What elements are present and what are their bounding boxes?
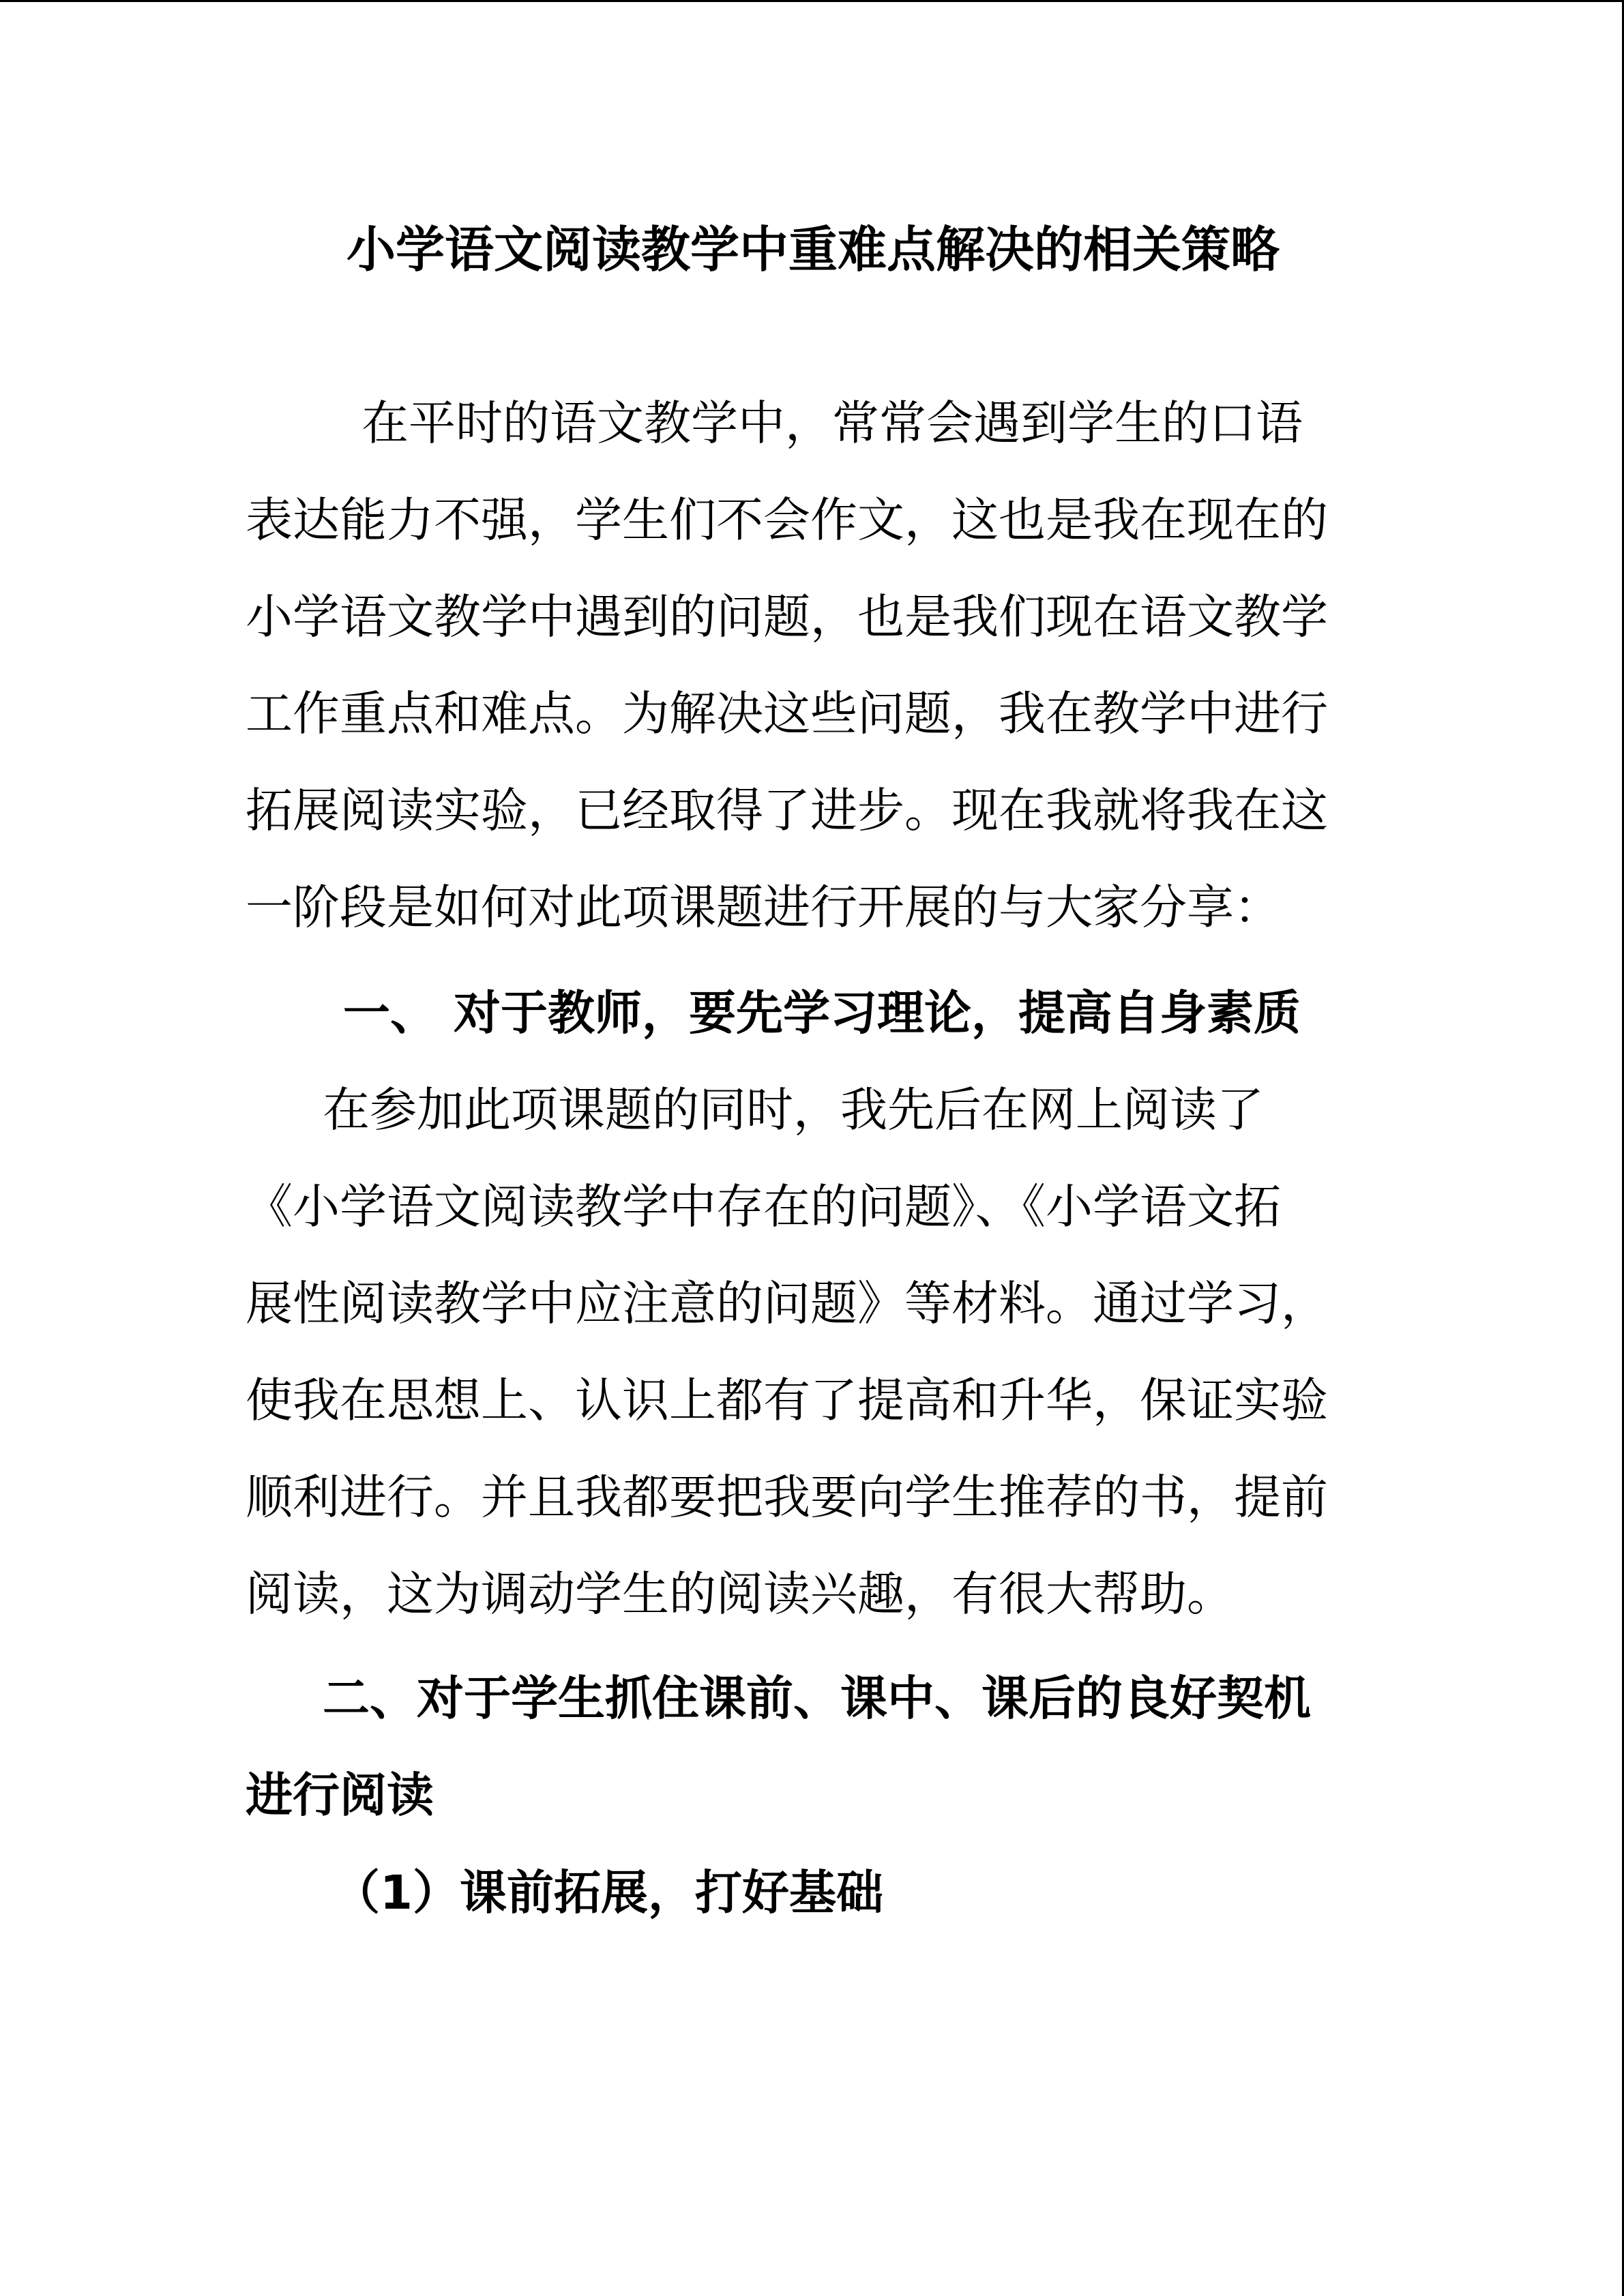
section-1-line-5: 顺利进行。并且我都要把我要向学生推荐的书，提前 [246,1470,1328,1525]
intro-line-3: 小学语文教学中遇到的问题，也是我们现在语文教学 [246,590,1328,644]
intro-line-5: 拓展阅读实验，已经取得了进步。现在我就将我在这 [246,784,1328,838]
section-2-heading-line-2: 进行阅读 [246,1768,434,1823]
section-2-heading-line-1: 二、对于学生抓住课前、课中、课后的良好契机 [323,1671,1311,1726]
section-1-line-3: 展性阅读教学中应注意的问题》等材料。通过学习， [246,1277,1328,1331]
intro-line-6: 一阶段是如何对此项课题进行开展的与大家分享： [246,880,1281,935]
intro-line-1: 在平时的语文教学中，常常会遇到学生的口语 [361,396,1303,451]
section-1-line-6: 阅读，这为调动学生的阅读兴趣，有很大帮助。 [246,1567,1234,1622]
document-title: 小学语文阅读教学中重难点解决的相关策略 [346,221,1280,278]
section-1-line-1: 在参加此项课题的同时，我先后在网上阅读了 [323,1083,1264,1137]
section-1-heading: 一、 对于教师，要先学习理论，提高自身素质 [343,986,1301,1041]
section-1-line-4: 使我在思想上、认识上都有了提高和升华，保证实验 [246,1373,1328,1428]
intro-line-2: 表达能力不强，学生们不会作文，这也是我在现在的 [246,493,1328,548]
section-1-line-2: 《小学语文阅读教学中存在的问题》、《小学语文拓 [246,1180,1281,1234]
intro-line-4: 工作重点和难点。为解决这些问题，我在教学中进行 [246,687,1328,741]
section-2-subheading: （1）课前拓展，打好基础 [333,1866,884,1920]
